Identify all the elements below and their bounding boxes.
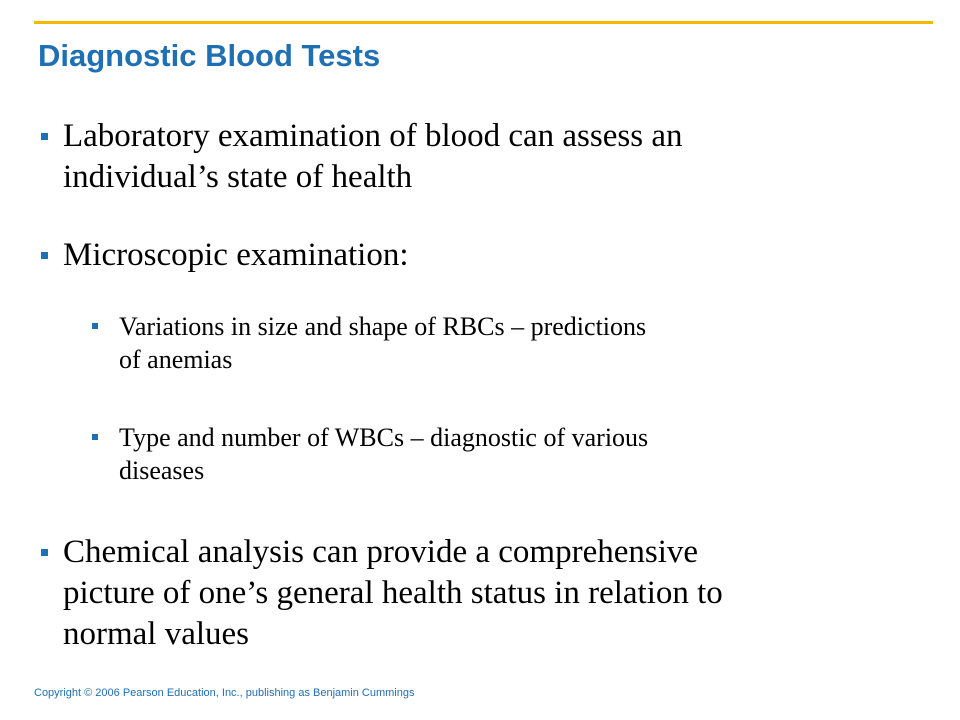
- bullet-line: Type and number of WBCs – diagnostic of various: [119, 423, 649, 452]
- square-bullet-icon: [92, 323, 98, 329]
- bullet-lab-examination: [63, 116, 682, 198]
- top-accent-rule: [34, 21, 933, 24]
- copyright-footer: Copyright © 2006 Pearson Education, Inc., publishing as Benjamin Cummings: [34, 687, 415, 699]
- bullet-line: Microscopic examination:: [63, 237, 409, 273]
- square-bullet-icon: [41, 133, 48, 140]
- bullet-microscopic-examination: [63, 235, 409, 276]
- bullet-line: Laboratory examination of blood can assess an: [63, 118, 683, 154]
- square-bullet-icon: [92, 434, 98, 440]
- bullet-line: picture of one’s general health status in relation to: [63, 575, 723, 611]
- sub-bullet-rbc-variations: [119, 310, 646, 376]
- bullet-line: individual’s state of health: [63, 159, 413, 195]
- sub-bullet-wbc-types: [119, 421, 648, 487]
- bullet-line: Chemical analysis can provide a comprehensive: [63, 534, 699, 570]
- bullet-chemical-analysis: [63, 532, 723, 655]
- bullet-line: normal values: [63, 616, 250, 652]
- slide-title: Diagnostic Blood Tests: [38, 38, 381, 73]
- square-bullet-icon: [41, 549, 48, 556]
- square-bullet-icon: [41, 252, 48, 259]
- bullet-line: diseases: [119, 456, 205, 485]
- bullet-line: of anemias: [119, 345, 233, 374]
- bullet-line: Variations in size and shape of RBCs – predictions: [119, 312, 647, 341]
